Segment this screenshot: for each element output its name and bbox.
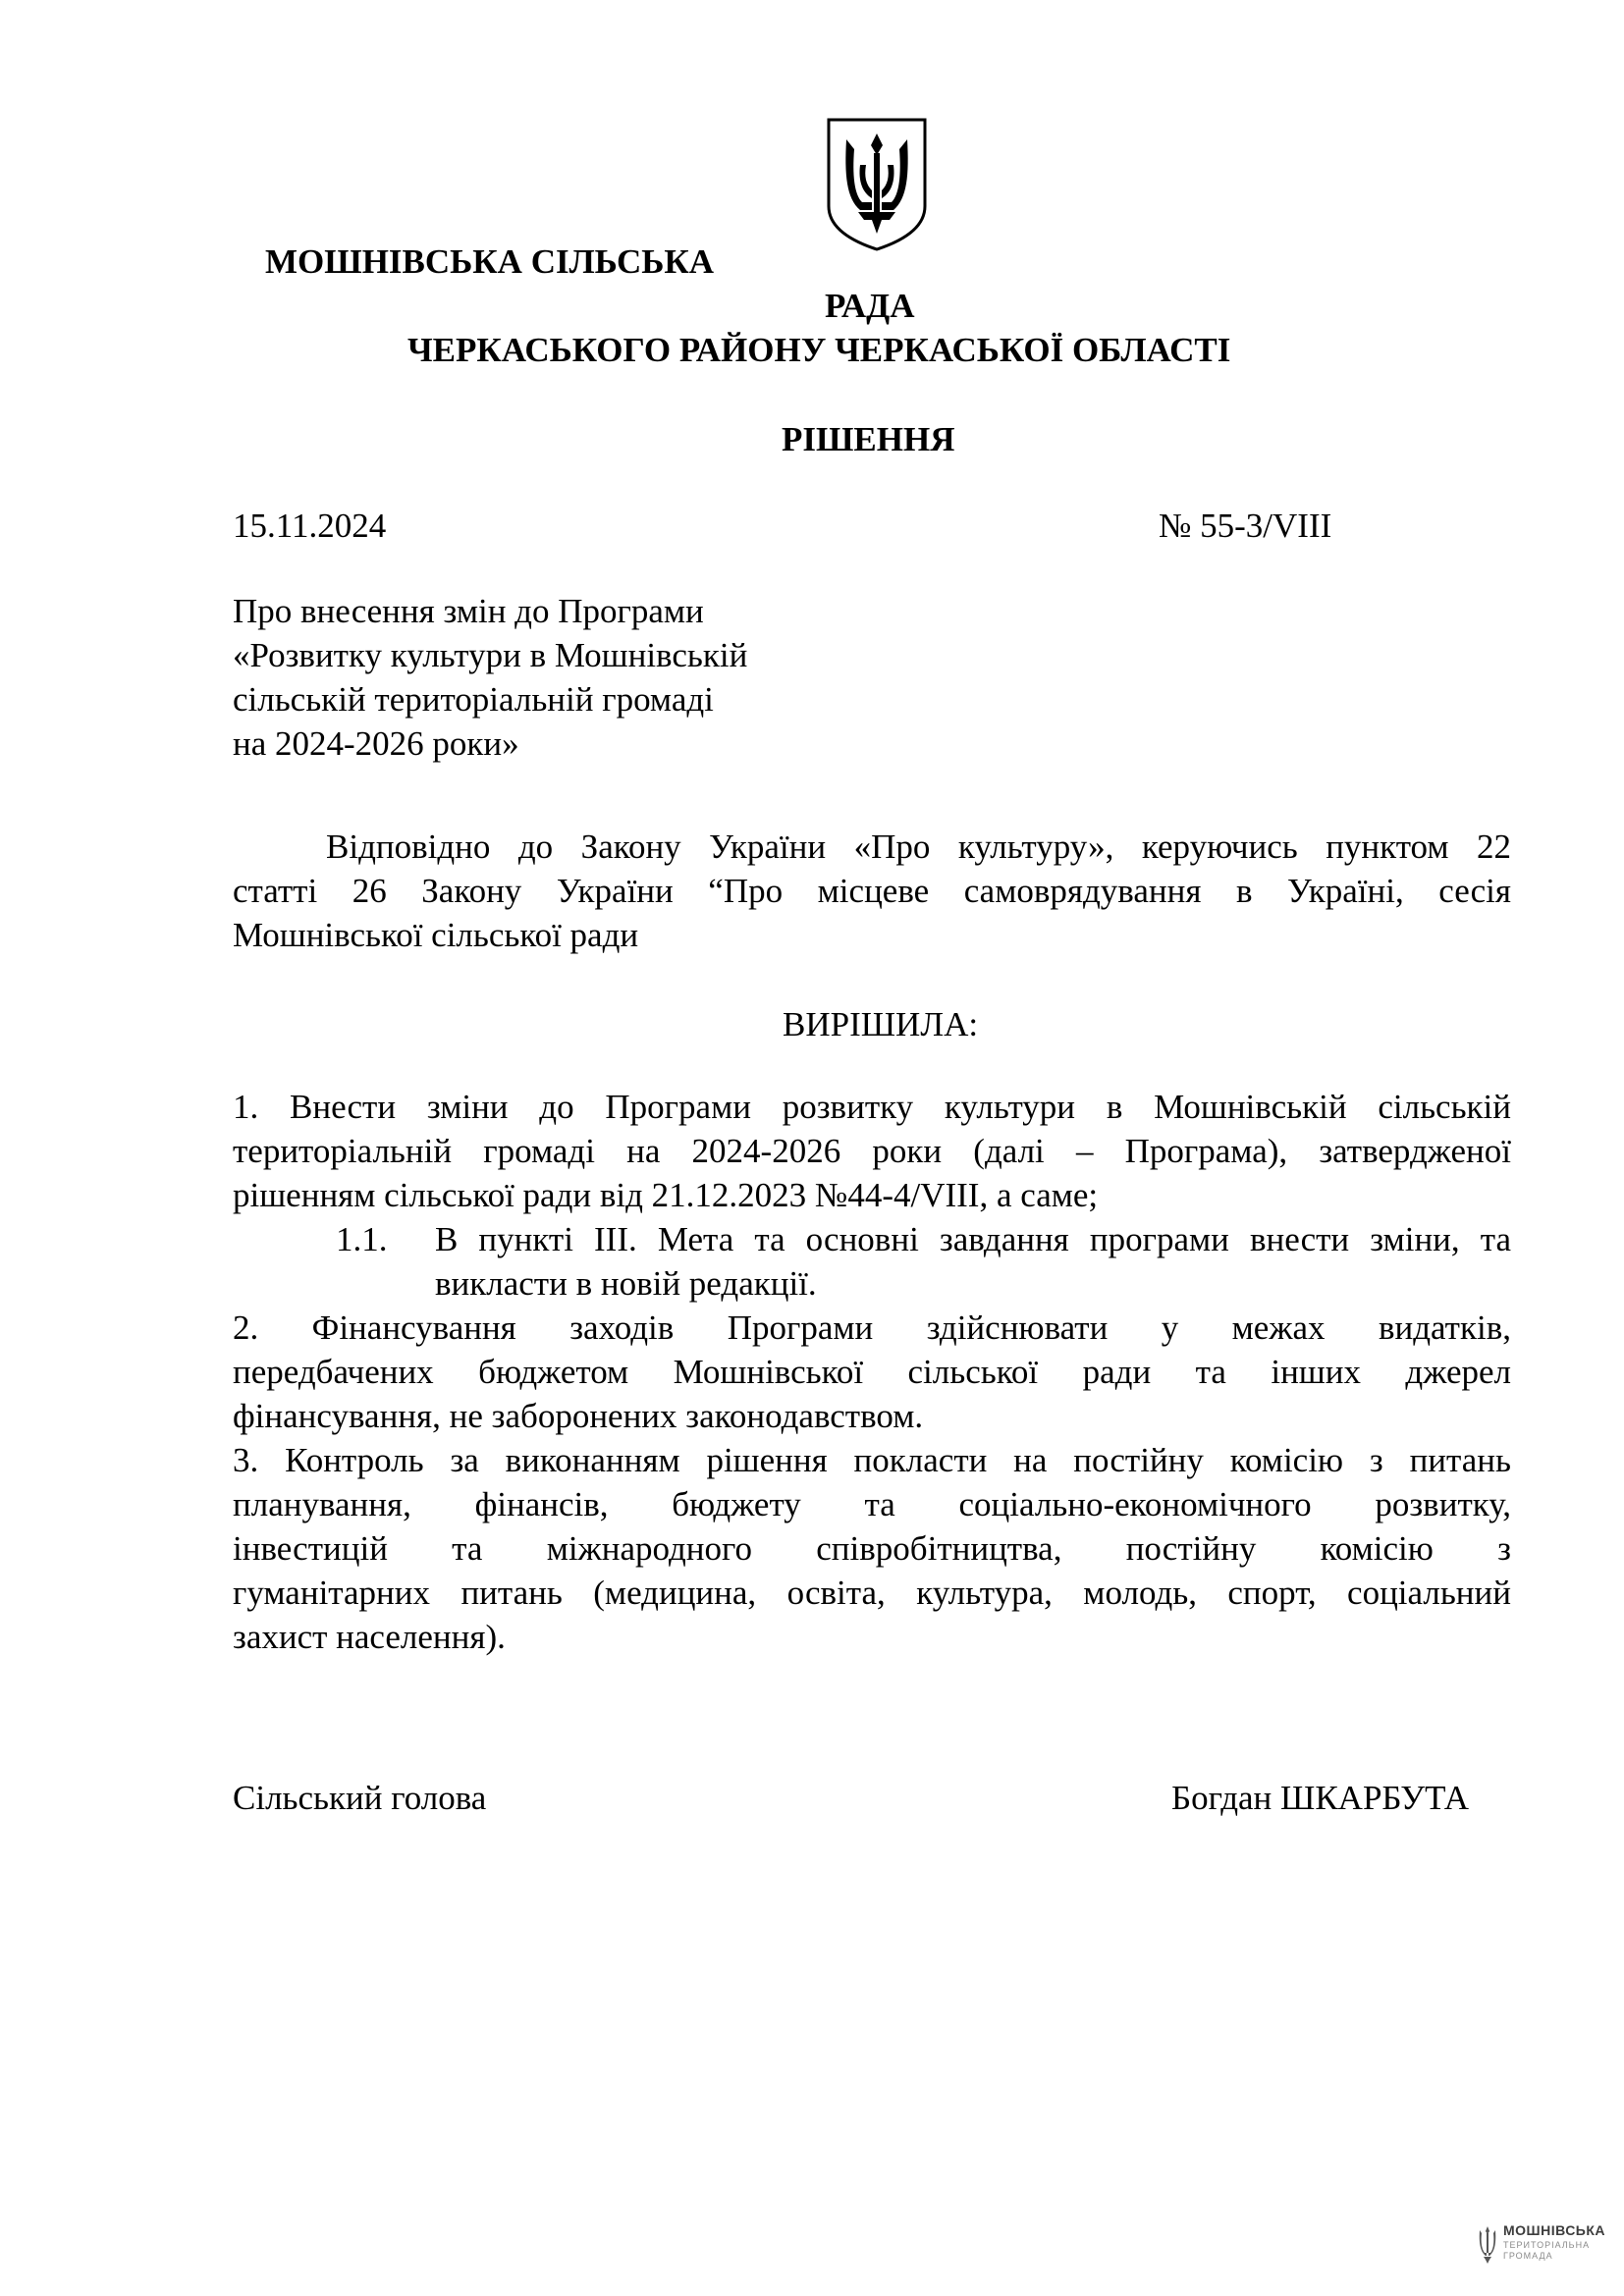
item1-line: територіальній громаді на 2024-2026 роки (далі – Програма), затвердженої (233, 1132, 1511, 1170)
council-name-line2: РАДА (825, 287, 915, 325)
item2-line: передбачених бюджетом Мошнівської сільської ради та інших джерел (233, 1353, 1511, 1391)
item1-line: 1. Внести зміни до Програми розвитку культури в Мошнівській сільській (233, 1088, 1511, 1126)
item2-line: фінансування, не заборонених законодавством. (233, 1397, 924, 1435)
decision-number: № 55-3/VIII (1159, 507, 1332, 545)
preamble-line: Мошнівської сільської ради (233, 916, 639, 954)
item3-line: гуманітарних питань (медицина, освіта, культура, молодь, спорт, соціальний (233, 1574, 1511, 1612)
item1-1-line: викласти в новій редакції. (435, 1264, 817, 1303)
council-district: ЧЕРКАСЬКОГО РАЙОНУ ЧЕРКАСЬКОЇ ОБЛАСТІ (407, 331, 1231, 369)
decision-items (233, 1085, 1511, 1659)
preamble (233, 825, 1511, 957)
decided-heading: ВИРІШИЛА: (783, 1005, 979, 1043)
item3-line: 3. Контроль за виконанням рішення покласти на постійну комісію з питань (233, 1441, 1511, 1479)
subject-line: сільській територіальній громаді (233, 680, 714, 719)
community-logo (1478, 2220, 1615, 2273)
item3-line: захист населення). (233, 1618, 506, 1656)
subject-line: «Розвитку культури в Мошнівській (233, 636, 748, 674)
item3-line: інвестицій та міжнародного співробітництва, постійну комісію з (233, 1529, 1511, 1568)
logo-line1: МОШНІВСЬКА (1503, 2222, 1606, 2238)
subject-line: на 2024-2026 роки» (233, 724, 519, 763)
item2-line: 2. Фінансування заходів Програми здійснювати у межах видатків, (233, 1308, 1511, 1347)
trident-small-icon (1478, 2224, 1497, 2264)
logo-line2: ТЕРИТОРІАЛЬНА (1503, 2240, 1591, 2250)
document-title: РІШЕННЯ (782, 420, 955, 458)
item3-line: планування, фінансів, бюджету та соціально-економічного розвитку, (233, 1485, 1511, 1523)
item1-1-row (233, 1261, 1511, 1306)
item1-1-number: 1.1. (336, 1220, 388, 1258)
decision-date: 15.11.2024 (233, 507, 387, 545)
item1-1-line: В пункті ІІІ. Мета та основні завдання програми внести зміни, та (435, 1220, 1511, 1258)
signature-position: Сільський голова (233, 1779, 487, 1817)
trident-coat-of-arms-icon (825, 116, 929, 253)
preamble-line: статті 26 Закону України “Про місцеве самоврядування в Україні, сесія (233, 872, 1511, 910)
item1-line: рішенням сільської ради від 21.12.2023 №44-4/VIII, а саме; (233, 1176, 1099, 1214)
subject-line: Про внесення змін до Програми (233, 592, 704, 630)
council-name-line1: МОШНІВСЬКА СІЛЬСЬКА (265, 242, 715, 281)
preamble-line: Відповідно до Закону України «Про культуру», керуючись пунктом 22 (326, 828, 1511, 866)
logo-line3: ГРОМАДА (1503, 2251, 1553, 2261)
item1-1-row (233, 1217, 1511, 1261)
decision-subject (233, 589, 920, 766)
signature-name: Богдан ШКАРБУТА (1171, 1779, 1469, 1817)
